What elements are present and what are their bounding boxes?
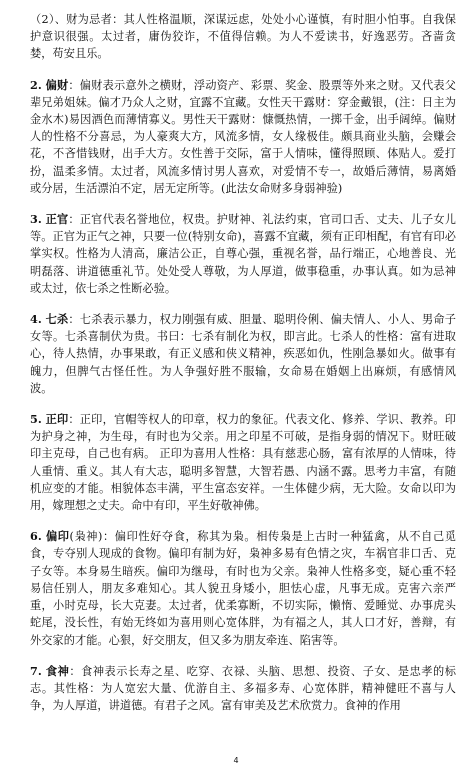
paragraph xyxy=(30,663,456,715)
section-number: 2. xyxy=(30,77,42,92)
section-body: ：食神表示长寿之星、吃穿、衣禄、头脑、思想、投资、子女、是忠孝的标志。其性格：为人宽宏大量、优游自主、多福多寿、心宽体胖，精神健旺不喜与人争，为人厚道，讲道德。有君子之风。富有审美及艺术欣赏力。食神的作用 xyxy=(30,664,456,713)
section-body: ：七杀表示暴力，权力刚强有威、胆量、聪明伶俐、偏夫情人、小人、男命子女等。七杀喜制伏为贵。书曰：七杀有制化为权，即言此。七杀人的性格：富有进取心，待人热情，办事果敢，有正义感和侠义精神，疾恶如仇，性刚急暴如火。做事有魄力，但脾气古怪任性。为人争强好胜不服输，女命易在婚姻上出麻烦，有感情风波。 xyxy=(30,313,456,395)
page-number: 4 xyxy=(233,756,239,765)
section-eating-god xyxy=(30,663,456,715)
paragraph xyxy=(30,11,456,63)
section-direct-officer xyxy=(30,211,456,297)
paragraph xyxy=(30,411,456,514)
section-indirect-wealth xyxy=(30,77,456,197)
section-body: ：偏财表示意外之横财，浮动资产、彩票、奖金、股票等外来之财。又代表父辈兄弟姐妹。偏才乃众人之财，宜露不宜藏。女性天干露财：穿金戴银，(注：日主为金水木)易因酒色而薄情寡义。男性天干露财：慷慨热情，一掷千金，出手阔绰。偏财人的性格不分喜忌，为人豪爽大方，风流多情，女人缘极佳。颇具商业头脑，会赚会花，不吝惜钱财，出手大方。女性善于交际，富于人情味，懂得照顾、体贴人。爱打扮，温柔多情。太过者，风流多情讨男人喜欢，对爱情不专一，故婚后薄情，易离婚或分居，生活漂泊不定，居无定所等。(此法女命财多身弱神验) xyxy=(30,78,456,195)
paragraph xyxy=(30,77,456,197)
section-body: ：正印，官帽等权人的印章，权力的象征。代表文化、修养、学识、教养。印为护身之神，为生母，有时也为父亲。用之印星不可破，是指身弱的情况下。财旺破印主克母，自己也有病。 正印为喜用人性格：具有慈悲心肠，富有浓厚的人情味，待人重情、重义。其人有大志，聪明多智慧，大智若愚、内涵不露。思考力丰富，有随机应变的才能。相貌体态丰满，平生富态安祥。一生体健少病，无大险。女命以印为用，嫁理想之丈夫。命中有印，平生好敬神佛。 xyxy=(30,413,456,513)
section-term: 偏财 xyxy=(45,77,69,92)
section-body: (枭神)：偏印性好夺食，称其为枭。相传枭是上古时一种猛禽，从不自己觅食，专夺别人现成的食物。偏印有制为好，枭神多易有色情之灾，车祸官非口舌、克子女等。本身易生暗疾。偏印为继母，有时也为父亲。枭神人性格多变，疑心重不轻易信任别人，朋友多难知心。其人貌丑身矮小，胆怯心虚，凡事无成。克害六亲严重，小时克母，长大克妻。太过者，优柔寡断，不切实际，懒惰、爱睡觉、办事虎头蛇尾，没长性，有始无终如为喜用则心宽体胖，为有福之人，其人口才好，善辩，有外交家的才能。心狠，好交朋友，但又多为朋友牵连、陷害等。 xyxy=(30,530,456,647)
section-number: 5. xyxy=(30,412,42,427)
section-body: （2）、财为忌者：其人性格温顺，深谋远虑，处处小心谨慎，有时胆小怕事。自我保护意识很强。太过者，庸伪狡诈，不值得信赖。为人不爱读书，好逸恶劳。吝啬贪婪，苟安且乐。 xyxy=(30,13,456,61)
paragraph xyxy=(30,311,456,397)
section-term: 正官 xyxy=(45,212,69,227)
section-wealth-taboo xyxy=(30,11,456,63)
paragraph xyxy=(30,211,456,297)
section-indirect-resource xyxy=(30,528,456,648)
section-direct-resource xyxy=(30,411,456,514)
section-number: 3. xyxy=(30,212,42,227)
section-number: 7. xyxy=(30,663,42,678)
section-number: 6. xyxy=(30,529,42,544)
section-seven-killings xyxy=(30,311,456,397)
section-number: 4. xyxy=(30,312,42,327)
section-body: ：正官代表名誉地位，权贵。护财神、礼法约束，官司口舌、丈夫、儿子女儿等。正官为正气之神，只要一位(特别女命)，喜露不宜藏，须有正印相配，有官有印必掌实权。性格为人清高，廉洁公正，自尊心强，重视名誉，品行端正，心地善良、光明磊落、讲道德重礼节。处处受人尊敬，为人厚道，做事稳重，办事认真。如为忌神或太过，依七杀之性断必验。 xyxy=(30,213,456,295)
section-term: 正印 xyxy=(45,412,69,427)
section-term: 七杀 xyxy=(45,312,69,327)
paragraph xyxy=(30,528,456,648)
section-term: 食神 xyxy=(45,663,70,678)
section-term: 偏印 xyxy=(45,529,70,544)
